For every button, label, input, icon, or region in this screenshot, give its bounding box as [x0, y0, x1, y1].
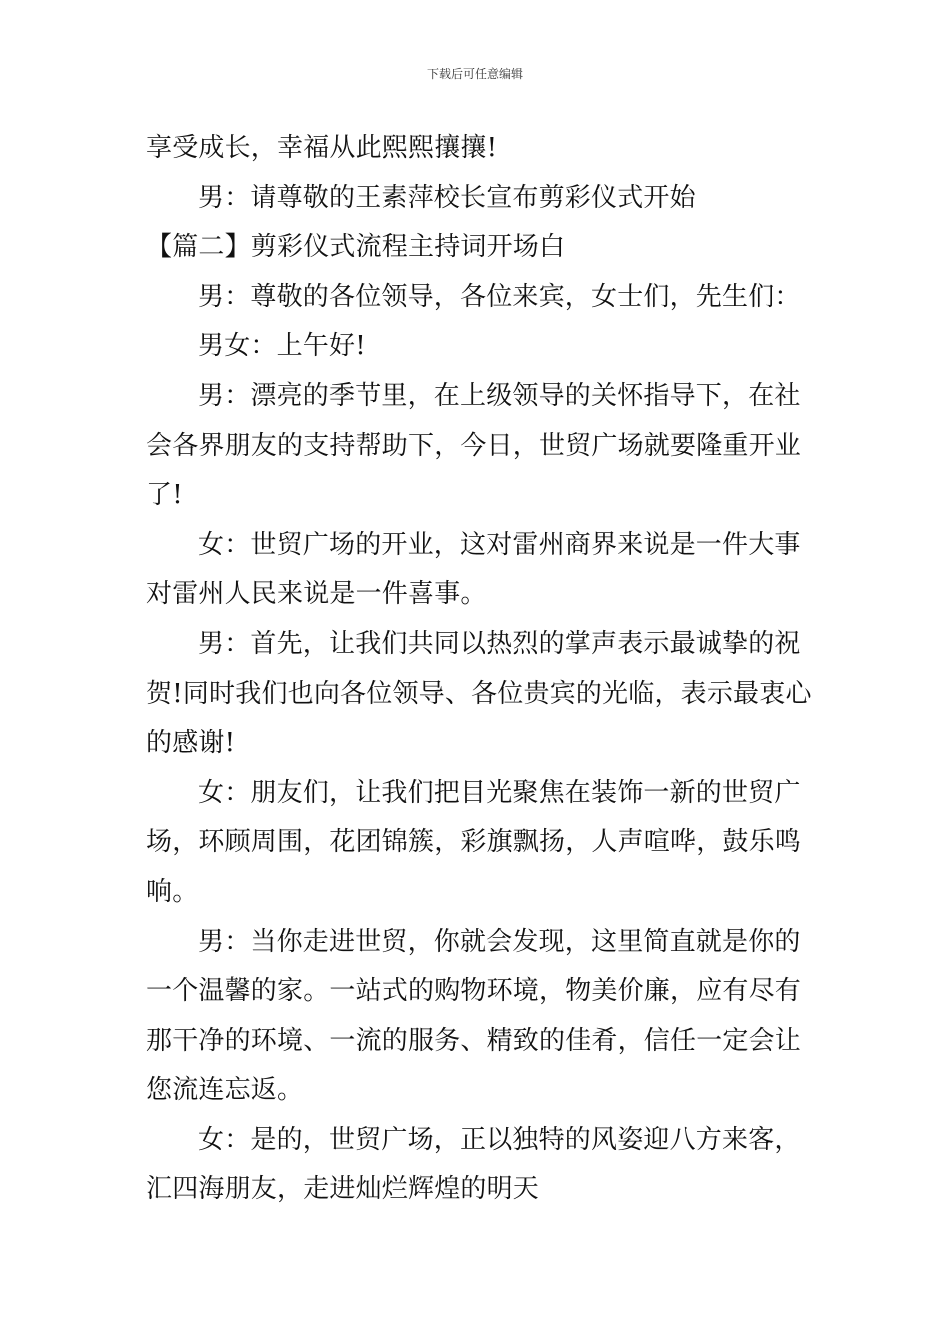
text-line: 男：请尊敬的王素萍校长宣布剪彩仪式开始: [198, 182, 696, 213]
text-line: 男女：上午好!: [198, 331, 366, 362]
text-line: 汇四海朋友，走进灿烂辉煌的明天: [146, 1174, 540, 1205]
text-line: 了!: [146, 480, 183, 511]
text-line: 男：首先，让我们共同以热烈的掌声表示最诚挚的祝: [198, 628, 801, 659]
text-line: 您流连忘返。: [146, 1075, 304, 1106]
text-line: 女：是的，世贸广场，正以独特的风姿迎八方来客，: [198, 1124, 801, 1155]
document-body: [146, 124, 812, 1215]
text-line: 女：世贸广场的开业，这对雷州商界来说是一件大事: [198, 529, 801, 560]
text-line: 响。: [146, 876, 199, 907]
text-line: 女：朋友们，让我们把目光聚焦在装饰一新的世贸广: [198, 777, 801, 808]
section-heading: 【篇二】剪彩仪式流程主持词开场白: [146, 232, 566, 263]
text-line: 男：漂亮的季节里，在上级领导的关怀指导下，在社: [198, 380, 801, 411]
page-header: 下载后可任意编辑: [426, 67, 523, 81]
text-line: 那干净的环境、一流的服务、精致的佳肴，信任一定会让: [146, 1025, 802, 1056]
text-line: 的感谢!: [146, 728, 236, 759]
text-line: 一个温馨的家。一站式的购物环境，物美价廉，应有尽有: [146, 976, 802, 1007]
text-line: 对雷州人民来说是一件喜事。: [146, 579, 487, 610]
text-line: 贺!同时我们也向各位领导、各位贵宾的光临，表示最衷心: [146, 678, 812, 709]
text-line: 享受成长，幸福从此熙熙攘攘!: [146, 133, 498, 163]
text-line: 会各界朋友的支持帮助下，今日，世贸广场就要隆重开业: [146, 430, 802, 461]
text-line: 场，环顾周围，花团锦簇，彩旗飘扬，人声喧哗，鼓乐鸣: [146, 827, 802, 858]
text-line: 男：当你走进世贸，你就会发现，这里简直就是你的: [198, 926, 801, 957]
text-line: 男：尊敬的各位领导，各位来宾，女士们，先生们：: [198, 281, 801, 312]
